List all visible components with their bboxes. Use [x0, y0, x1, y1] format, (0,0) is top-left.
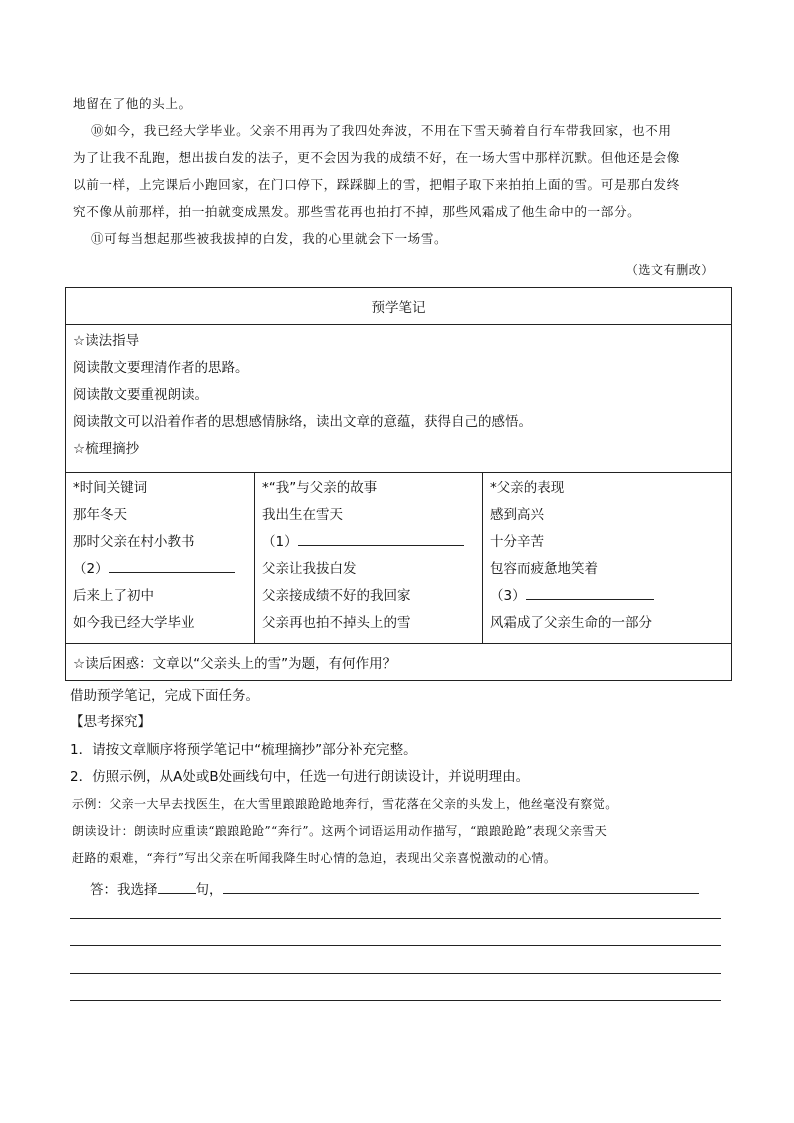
blank-label: （3） — [490, 588, 526, 604]
answer-choice-blank[interactable] — [158, 879, 196, 894]
blank-label: （2） — [73, 561, 109, 577]
notes-title: 预学笔记 — [66, 288, 732, 325]
guide-item: 阅读散文可以沿着作者的思想感情脉络，读出文章的意蕴，获得自己的感悟。 — [73, 414, 532, 430]
section-heading: 【思考探究】 — [70, 714, 151, 730]
list-item — [255, 529, 482, 556]
list-item: 风霜成了父亲生命的一部分 — [490, 615, 652, 631]
blank-label: （1） — [262, 534, 298, 550]
list-item: 如今我已经大学毕业 — [73, 615, 195, 631]
list-item: 十分辛苦 — [490, 534, 544, 550]
reading-guide — [66, 325, 732, 473]
guide-item: 阅读散文要理清作者的思路。 — [73, 360, 249, 376]
sort-heading: ☆梳理摘抄 — [73, 441, 140, 457]
answer-rule[interactable] — [70, 918, 721, 919]
answer-blank-2[interactable] — [109, 558, 235, 573]
passage-line: 为了让我不乱跑，想出拔白发的法子，更不会因为我的成绩不好，在一场大雪中那样沉默。但他还是会像 — [73, 150, 680, 165]
answer-mid: 句， — [195, 882, 223, 898]
passage-line: ⑩如今，我已经大学毕业。父亲不用再为了我四处奔波，不用在下雪天骑着自行车带我回家，也不用 — [91, 123, 672, 138]
column-father-behaviour — [483, 473, 732, 644]
column-header: *时间关键词 — [73, 480, 148, 496]
list-item: 感到高兴 — [490, 507, 544, 523]
answer-prefix: 答：我选择 — [90, 882, 158, 898]
answer-blank[interactable] — [223, 879, 699, 894]
guide-item: 阅读散文要重视朗读。 — [73, 387, 208, 403]
answer-line — [90, 878, 699, 898]
list-item: 父亲让我拔白发 — [262, 561, 357, 577]
column-header: *父亲的表现 — [490, 480, 565, 496]
example-text: 示例：父亲一大早去找医生，在大雪里踉踉跄跄地奔行，雪花落在父亲的头发上，他丝毫没有察觉。 — [72, 797, 618, 811]
question-2: 2．仿照示例，从A处或B处画线句中，任选一句进行朗读设计，并说明理由。 — [70, 769, 530, 785]
answer-rule[interactable] — [70, 973, 721, 974]
list-item: 父亲接成绩不好的我回家 — [262, 588, 411, 604]
passage-line: 以前一样，上完课后小跑回家，在门口停下，踩踩脚上的雪，把帽子取下来拍拍上面的雪。可是那白发终 — [73, 177, 680, 192]
list-item: 父亲再也拍不掉头上的雪 — [262, 615, 411, 631]
list-item — [66, 556, 254, 583]
task-intro: 借助预学笔记，完成下面任务。 — [70, 688, 259, 704]
design-text: 朗读设计：朗读时应重读“踉踉跄跄”“奔行”。这两个词语运用动作描写，“踉踉跄跄”表现父亲雪天 — [72, 824, 608, 838]
source-note: （选文有删改） — [625, 263, 714, 277]
column-header: *“我”与父亲的故事 — [262, 480, 378, 496]
list-item: 那时父亲在村小教书 — [73, 534, 195, 550]
answer-rule[interactable] — [70, 1000, 721, 1001]
answer-blank-3[interactable] — [526, 585, 654, 600]
guide-heading: ☆读法指导 — [73, 333, 140, 349]
list-item — [483, 583, 731, 610]
passage-line: 究不像从前那样，拍一拍就变成黑发。那些雪花再也拍打不掉，那些风霜成了他生命中的一部分。 — [73, 204, 641, 219]
list-item: 后来上了初中 — [73, 588, 154, 604]
answer-rule[interactable] — [70, 945, 721, 946]
after-reading-question: ☆读后困惑：文章以“父亲头上的雪”为题，有何作用？ — [66, 644, 732, 681]
list-item: 那年冬天 — [73, 507, 127, 523]
notes-table — [65, 287, 732, 681]
list-item: 我出生在雪天 — [262, 507, 343, 523]
question-1: 1．请按文章顺序将预学笔记中“梳理摘抄”部分补充完整。 — [70, 742, 417, 758]
passage-line: 地留在了他的头上。 — [73, 96, 192, 111]
column-stories — [255, 473, 483, 644]
passage-line: ⑪可每当想起那些被我拔掉的白发，我的心里就会下一场雪。 — [91, 231, 448, 246]
answer-blank-1[interactable] — [298, 531, 464, 546]
list-item: 包容而疲惫地笑着 — [490, 561, 598, 577]
column-time-keywords — [66, 473, 255, 644]
design-text: 赶路的艰难，“奔行”写出父亲在听闻我降生时心情的急迫，表现出父亲喜悦激动的心情。 — [72, 851, 557, 865]
